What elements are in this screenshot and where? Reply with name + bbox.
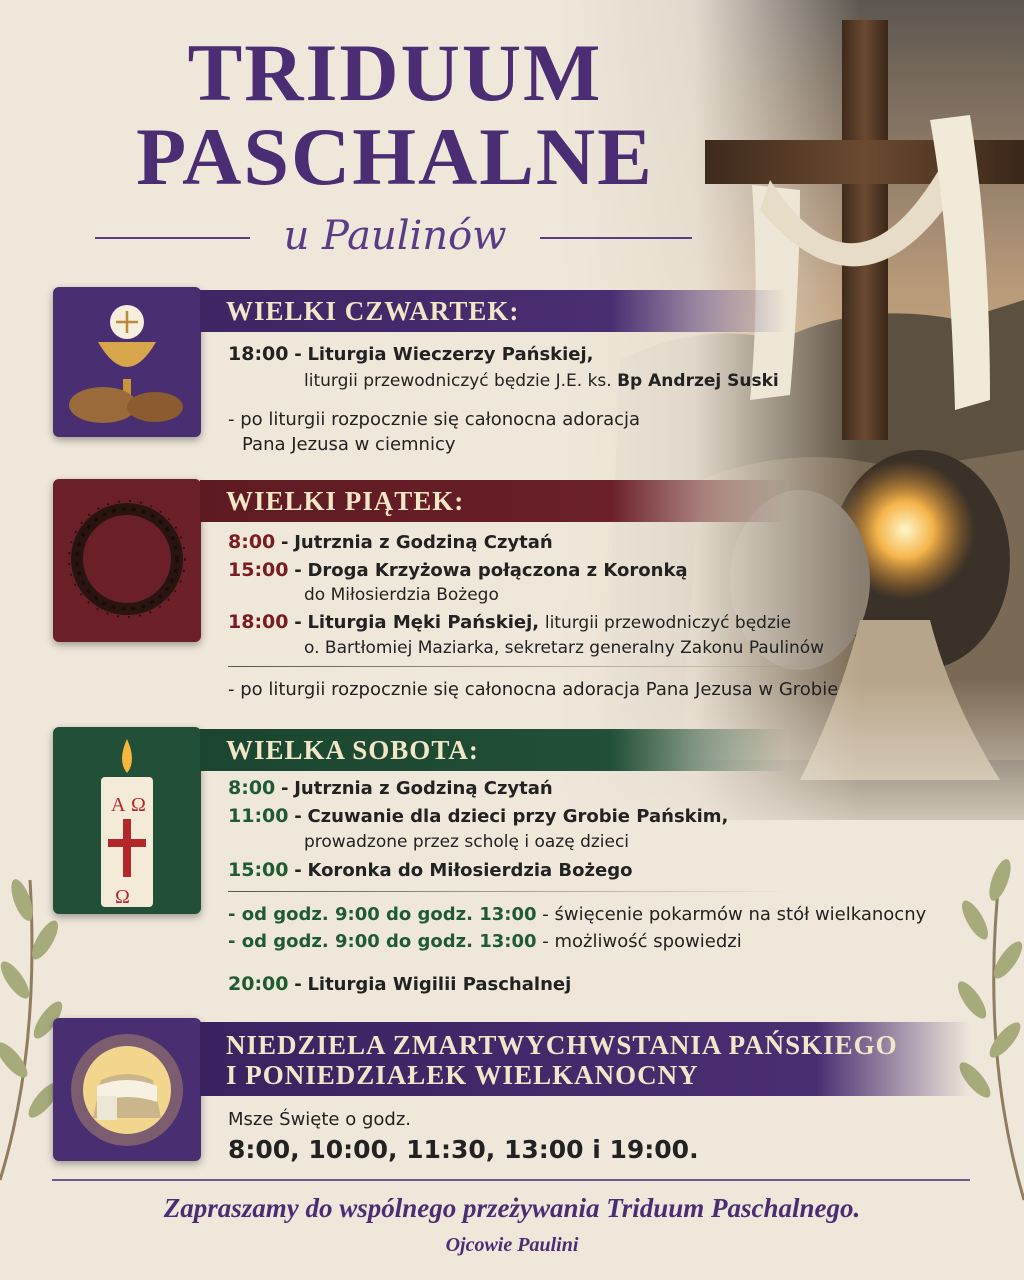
presider-role: sekretarz generalny Zakonu Paulinów xyxy=(504,638,825,658)
saturday-event-3: 15:00 - Koronka do Miłosierdzia Bożego xyxy=(228,859,633,881)
friday-note: - po liturgii rozpocznie się całonocna adoracja Pana Jezusa w Grobie xyxy=(228,679,839,700)
presider-name: Bp Andrzej Suski xyxy=(617,371,779,391)
signature: Ojcowie Paulini xyxy=(445,1234,579,1256)
event-title: Czuwanie dla dzieci przy Grobie Pańskim, xyxy=(307,806,729,827)
svg-text:Ω: Ω xyxy=(115,886,130,908)
sunday-heading xyxy=(200,1022,970,1096)
range-text: - święcenie pokarmów na stół wielkanocny xyxy=(542,904,927,925)
saturday-event-2-cont: prowadzone przez scholę i oazę dzieci xyxy=(304,832,630,852)
event-time: 8:00 xyxy=(228,777,276,799)
saturday-event-2: 11:00 - Czuwanie dla dzieci przy Grobie Pańskim, xyxy=(228,805,729,827)
subtitle: u Paulinów xyxy=(283,213,507,259)
footer-divider xyxy=(52,1179,970,1181)
range-time: - od godz. 9:00 do godz. 13:00 xyxy=(228,904,537,925)
friday-event-2-cont: do Miłosierdzia Bożego xyxy=(304,585,499,605)
paschal-candle-icon xyxy=(53,727,201,914)
saturday-event-4: 20:00 - Liturgia Wigilii Paschalnej xyxy=(228,973,572,995)
event-time: 11:00 xyxy=(228,805,289,827)
presider-name: o. Bartłomiej Maziarka, xyxy=(304,638,500,658)
thursday-heading: WIELKI CZWARTEK: xyxy=(200,290,786,332)
event-title: Liturgia Wieczerzy Pańskiej, xyxy=(307,344,594,365)
svg-text:A: A xyxy=(111,794,126,816)
event-title: Jutrznia z Godziną Czytań xyxy=(294,778,553,799)
thursday-note-line-2: Pana Jezusa w ciemnicy xyxy=(242,434,456,455)
friday-event-3-presider xyxy=(304,636,824,660)
subtitle-divider-right xyxy=(540,237,692,239)
empty-tomb-icon xyxy=(53,1018,201,1161)
saturday-range-1 xyxy=(228,903,926,927)
friday-event-3: 18:00 - Liturgia Męki Pańskiej, liturgii przewodniczyć będzie xyxy=(228,611,792,633)
event-title: Koronka do Miłosierdzia Bożego xyxy=(307,860,633,881)
thursday-event-1 xyxy=(228,342,594,367)
event-time: 18:00 xyxy=(228,343,289,365)
thursday-event-1-note xyxy=(304,369,779,393)
event-time: 8:00 xyxy=(228,531,276,553)
sunday-times: 8:00, 10:00, 11:30, 13:00 i 19:00. xyxy=(228,1135,699,1164)
event-time: 15:00 xyxy=(228,859,289,881)
event-title: Droga Krzyżowa połączona z Koronką xyxy=(307,560,688,581)
event-note: liturgii przewodniczyć będzie xyxy=(544,613,792,633)
range-text: - możliwość spowiedzi xyxy=(542,931,742,952)
sunday-label: Msze Święte o godz. xyxy=(228,1109,411,1130)
chalice-icon xyxy=(53,287,201,437)
svg-text:Ω: Ω xyxy=(131,794,146,816)
friday-divider xyxy=(228,666,828,667)
event-dash: - xyxy=(294,344,302,365)
crown-of-thorns-icon xyxy=(53,479,201,642)
event-note: liturgii przewodniczyć będzie J.E. ks. xyxy=(304,371,612,391)
event-time: 15:00 xyxy=(228,559,289,581)
friday-heading: WIELKI PIĄTEK: xyxy=(200,480,786,522)
title-line-1: TRIDUUM xyxy=(187,27,603,118)
range-time: - od godz. 9:00 do godz. 13:00 xyxy=(228,931,537,952)
event-title: Jutrznia z Godziną Czytań xyxy=(294,532,553,553)
friday-event-2: 15:00 - Droga Krzyżowa połączona z Koronką xyxy=(228,559,688,581)
saturday-range-2 xyxy=(228,930,742,954)
event-title: Liturgia Męki Pańskiej, xyxy=(307,612,540,633)
title-line-2: PASCHALNE xyxy=(136,111,654,202)
event-time: 20:00 xyxy=(228,973,289,995)
event-title: Liturgia Wigilii Paschalnej xyxy=(307,974,572,995)
friday-event-1: 8:00 - Jutrznia z Godziną Czytań xyxy=(228,531,553,553)
event-time: 18:00 xyxy=(228,611,289,633)
saturday-event-1: 8:00 - Jutrznia z Godziną Czytań xyxy=(228,777,553,799)
invitation-text: Zapraszamy do wspólnego przeżywania Triduum Paschalnego. xyxy=(163,1193,861,1223)
sunday-heading-line-2: I PONIEDZIAŁEK WIELKANOCNY xyxy=(226,1060,699,1090)
saturday-divider xyxy=(228,891,788,892)
thursday-note-line-1: - po liturgii rozpocznie się całonocna adoracja xyxy=(228,409,641,430)
sunday-heading-line-1: NIEDZIELA ZMARTWYCHWSTANIA PAŃSKIEGO xyxy=(226,1030,898,1060)
saturday-heading: WIELKA SOBOTA: xyxy=(200,729,786,771)
